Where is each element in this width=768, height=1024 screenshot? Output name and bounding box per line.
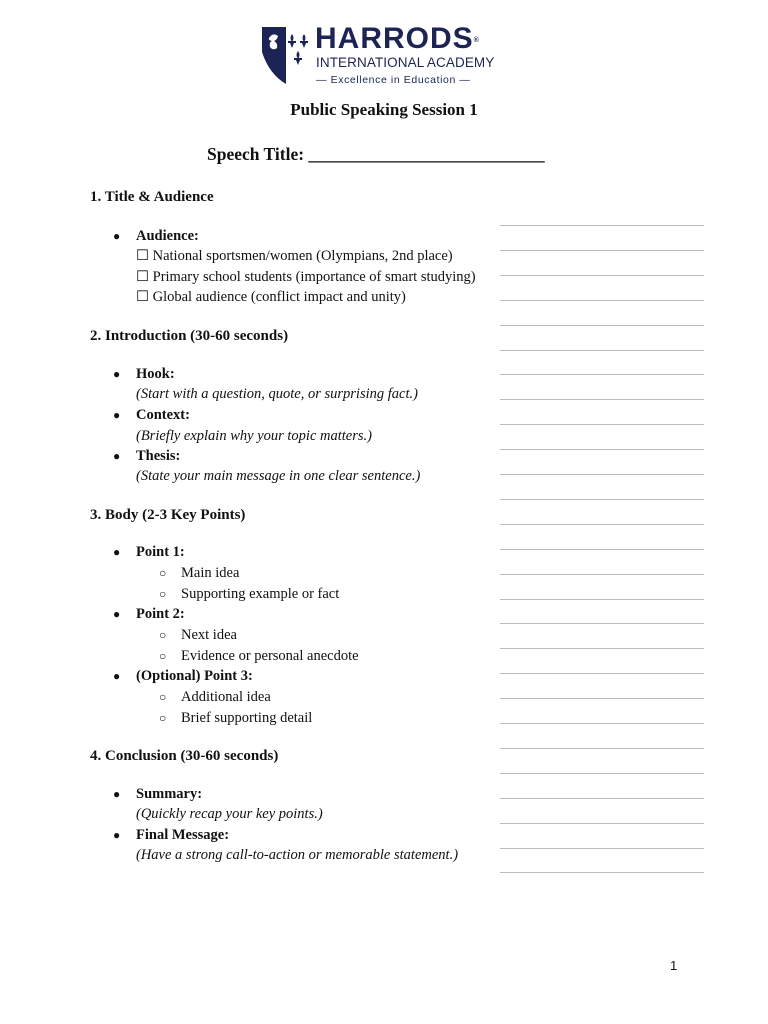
note-line [500,325,704,326]
note-line [500,648,704,649]
bullet-icon: ● [113,607,121,621]
section-3-heading: 3. Body (2-3 Key Points) [90,507,246,523]
note-line [500,549,704,550]
academy-name: INTERNATIONAL ACADEMY [316,55,495,70]
audience-option-1: ☐ National sportsmen/women (Olympians, 2nd place) [136,248,453,264]
tagline: — Excellence in Education — [316,74,471,86]
page-number: 1 [670,958,678,973]
note-line [500,399,704,400]
note-line [500,623,704,624]
note-line [500,698,704,699]
note-line [500,823,704,824]
harrods-logo [261,22,511,88]
note-line [500,350,704,351]
point-1-label: Point 1: [136,544,185,560]
sub-bullet-icon: ○ [159,628,167,642]
context-label: Context: [136,407,190,423]
hook-label: Hook: [136,366,175,382]
note-line [500,225,704,226]
note-line [500,599,704,600]
note-line [500,499,704,500]
summary-label: Summary: [136,786,203,802]
note-line [500,250,704,251]
section-1-heading: 1. Title & Audience [90,189,214,205]
audience-option-2: ☐ Primary school students (importance of smart studying) [136,269,476,285]
note-line [500,673,704,674]
point-3-sub-1: Additional idea [181,689,271,705]
sub-bullet-icon: ○ [159,711,167,725]
point-3-label: (Optional) Point 3: [136,668,253,684]
section-4-heading: 4. Conclusion (30-60 seconds) [90,748,279,764]
final-message-hint: (Have a strong call-to-action or memorable statement.) [136,847,459,863]
document-title: Public Speaking Session 1 [290,100,478,119]
thesis-label: Thesis: [136,448,181,464]
point-1-sub-1: Main idea [181,565,240,581]
note-line [500,872,704,873]
bullet-icon: ● [113,229,121,243]
note-line [500,300,704,301]
note-line [500,424,704,425]
point-2-label: Point 2: [136,606,185,622]
sub-bullet-icon: ○ [159,566,167,580]
note-line [500,848,704,849]
audience-label: Audience: [136,228,199,244]
context-hint: (Briefly explain why your topic matters.) [136,428,372,444]
bullet-icon: ● [113,367,121,381]
point-3-sub-2: Brief supporting detail [181,710,313,726]
bullet-icon: ● [113,669,121,683]
speech-title-field: Speech Title: ___________________________ [207,144,545,164]
notes-lines [500,0,704,1024]
bullet-icon: ● [113,449,121,463]
note-line [500,798,704,799]
point-2-sub-1: Next idea [181,627,237,643]
point-1-sub-2: Supporting example or fact [181,586,340,602]
bullet-icon: ● [113,545,121,559]
thesis-hint: (State your main message in one clear sentence.) [136,468,421,484]
note-line [500,275,704,276]
bullet-icon: ● [113,787,121,801]
note-line [500,449,704,450]
note-line [500,773,704,774]
note-line [500,748,704,749]
note-line [500,723,704,724]
bullet-icon: ● [113,408,121,422]
note-line [500,474,704,475]
note-line [500,374,704,375]
summary-hint: (Quickly recap your key points.) [136,806,323,822]
audience-option-3: ☐ Global audience (conflict impact and unity) [136,289,406,305]
hook-hint: (Start with a question, quote, or surprising fact.) [136,386,418,402]
point-2-sub-2: Evidence or personal anecdote [181,648,359,664]
note-line [500,524,704,525]
section-2-heading: 2. Introduction (30-60 seconds) [90,328,289,344]
sub-bullet-icon: ○ [159,587,167,601]
sub-bullet-icon: ○ [159,690,167,704]
note-line [500,574,704,575]
bullet-icon: ● [113,828,121,842]
brand-name: HARRODS® [315,22,480,55]
crest-icon [261,24,311,86]
sub-bullet-icon: ○ [159,649,167,663]
final-message-label: Final Message: [136,827,230,843]
